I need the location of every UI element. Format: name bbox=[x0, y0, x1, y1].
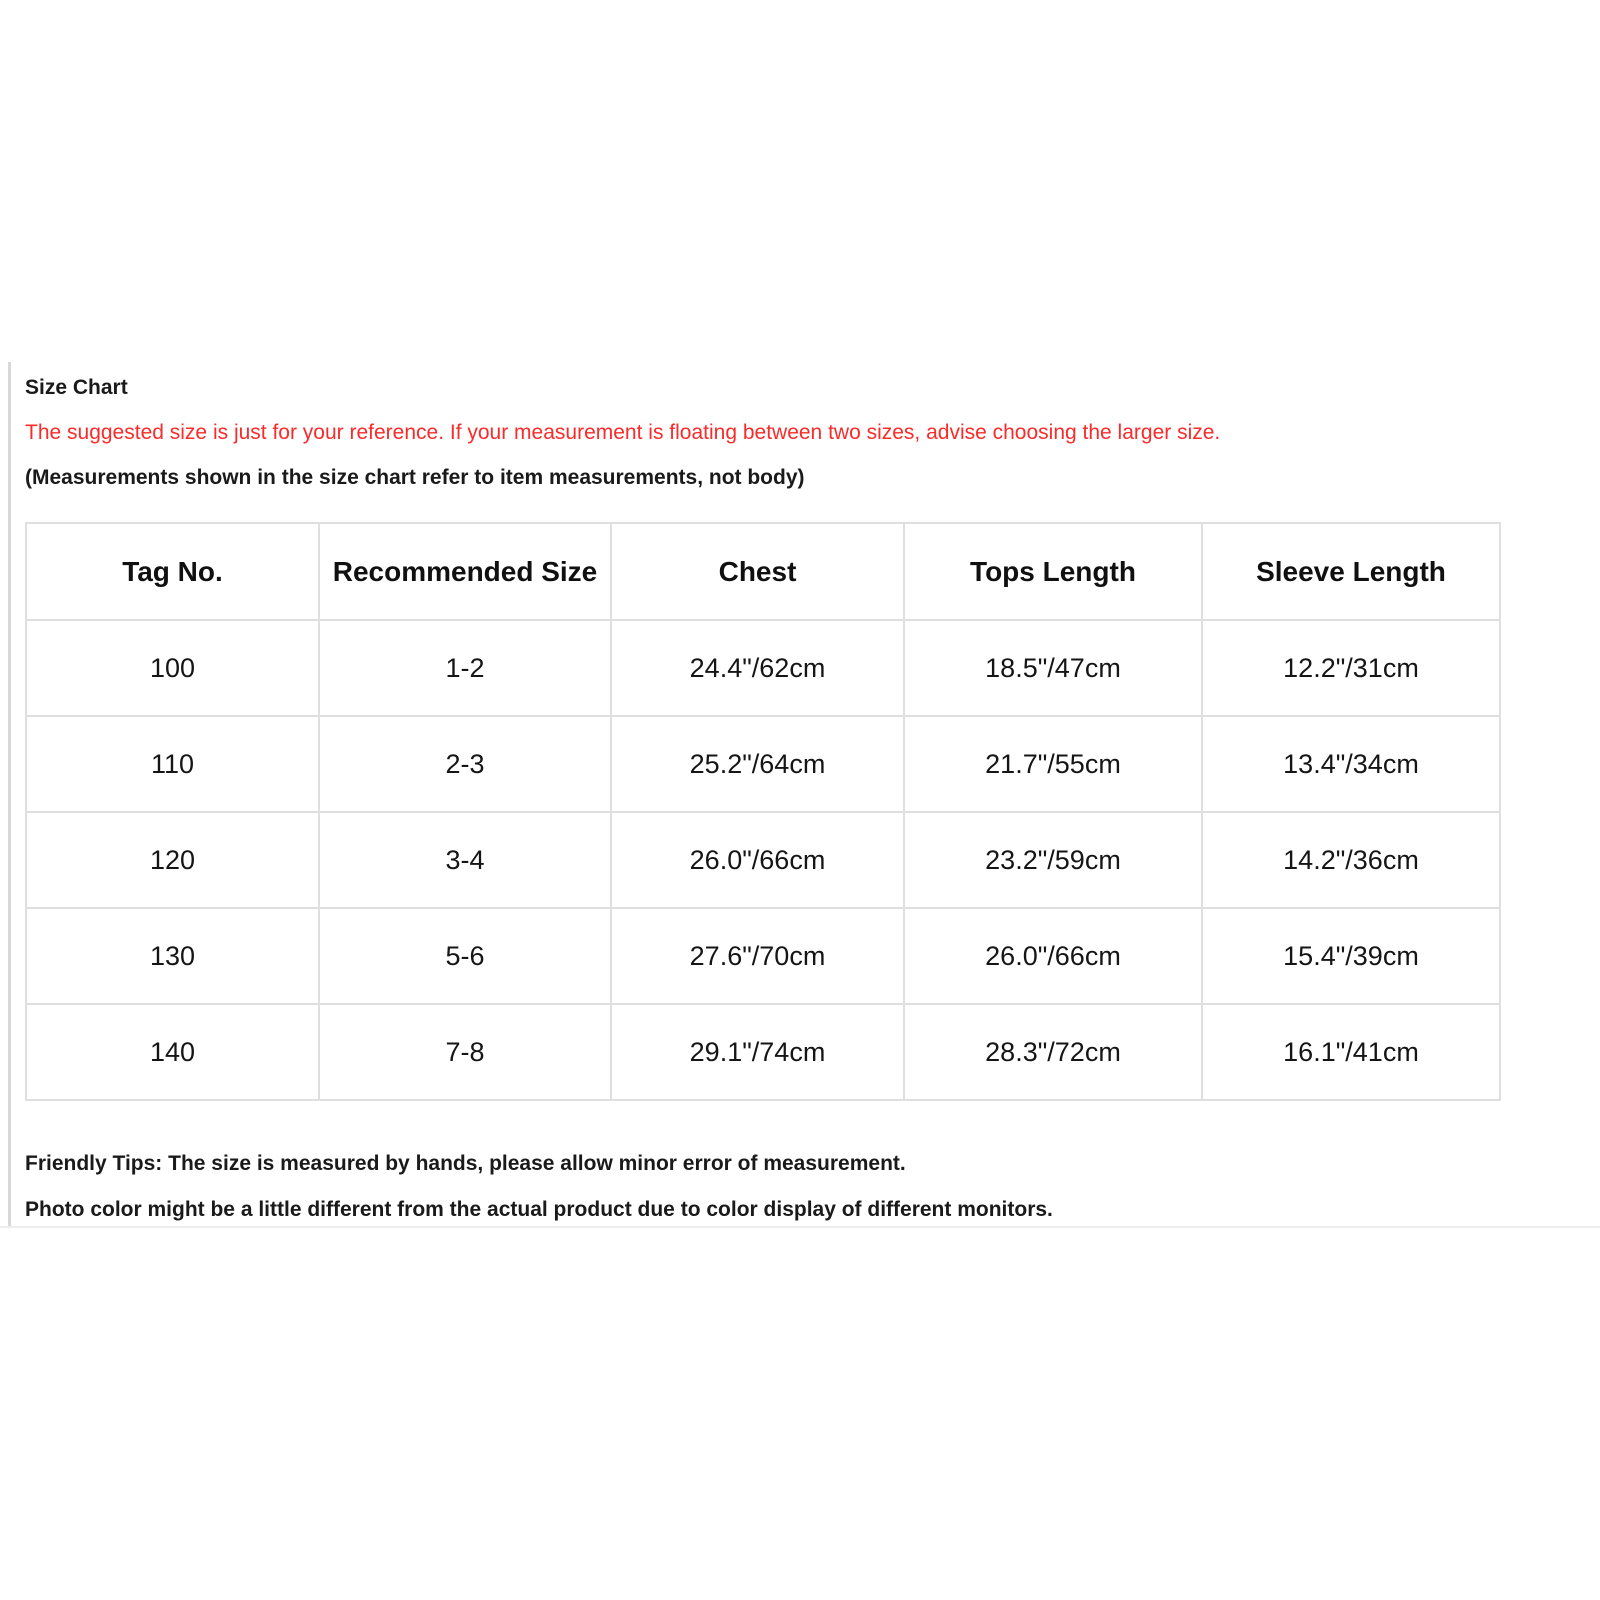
table-row bbox=[26, 908, 1500, 1004]
photo-color-note: Photo color might be a little different from the actual product due to color display of different monitors. bbox=[25, 1198, 1053, 1221]
cell-tops-length: 23.2"/59cm bbox=[904, 812, 1202, 908]
cell-tops-length: 26.0"/66cm bbox=[904, 908, 1202, 1004]
cell-sleeve-length: 13.4"/34cm bbox=[1202, 716, 1500, 812]
cell-tag-no: 120 bbox=[26, 812, 319, 908]
cell-recommended-size: 7-8 bbox=[319, 1004, 611, 1100]
cell-recommended-size: 2-3 bbox=[319, 716, 611, 812]
cell-tops-length: 28.3"/72cm bbox=[904, 1004, 1202, 1100]
column-header-sleeve-length: Sleeve Length bbox=[1202, 523, 1500, 620]
column-header-tops-length: Tops Length bbox=[904, 523, 1202, 620]
cell-tops-length: 21.7"/55cm bbox=[904, 716, 1202, 812]
cell-sleeve-length: 12.2"/31cm bbox=[1202, 620, 1500, 716]
cell-tag-no: 140 bbox=[26, 1004, 319, 1100]
cell-sleeve-length: 14.2"/36cm bbox=[1202, 812, 1500, 908]
cell-sleeve-length: 16.1"/41cm bbox=[1202, 1004, 1500, 1100]
table-header-row bbox=[26, 523, 1500, 620]
table-row bbox=[26, 812, 1500, 908]
size-chart-table bbox=[25, 522, 1501, 1101]
table-row bbox=[26, 1004, 1500, 1100]
cell-chest: 29.1"/74cm bbox=[611, 1004, 904, 1100]
cell-chest: 24.4"/62cm bbox=[611, 620, 904, 716]
table-row bbox=[26, 716, 1500, 812]
cell-tag-no: 100 bbox=[26, 620, 319, 716]
page-title: Size Chart bbox=[25, 376, 128, 399]
cell-chest: 26.0"/66cm bbox=[611, 812, 904, 908]
cell-tag-no: 110 bbox=[26, 716, 319, 812]
column-header-recommended-size: Recommended Size bbox=[319, 523, 611, 620]
size-notice-measurements: (Measurements shown in the size chart refer to item measurements, not body) bbox=[25, 466, 805, 489]
column-header-tag-no: Tag No. bbox=[26, 523, 319, 620]
size-notice-red: The suggested size is just for your reference. If your measurement is floating between two sizes, advise choosing the larger size. bbox=[25, 421, 1221, 444]
cell-tops-length: 18.5"/47cm bbox=[904, 620, 1202, 716]
cell-tag-no: 130 bbox=[26, 908, 319, 1004]
cell-chest: 27.6"/70cm bbox=[611, 908, 904, 1004]
content-bottom-edge bbox=[0, 1226, 1600, 1228]
cell-recommended-size: 1-2 bbox=[319, 620, 611, 716]
cell-chest: 25.2"/64cm bbox=[611, 716, 904, 812]
column-header-chest: Chest bbox=[611, 523, 904, 620]
cell-recommended-size: 5-6 bbox=[319, 908, 611, 1004]
cell-recommended-size: 3-4 bbox=[319, 812, 611, 908]
cell-sleeve-length: 15.4"/39cm bbox=[1202, 908, 1500, 1004]
table-row bbox=[26, 620, 1500, 716]
friendly-tips-note: Friendly Tips: The size is measured by hands, please allow minor error of measurement. bbox=[25, 1152, 906, 1175]
left-border-rule bbox=[8, 362, 11, 1228]
